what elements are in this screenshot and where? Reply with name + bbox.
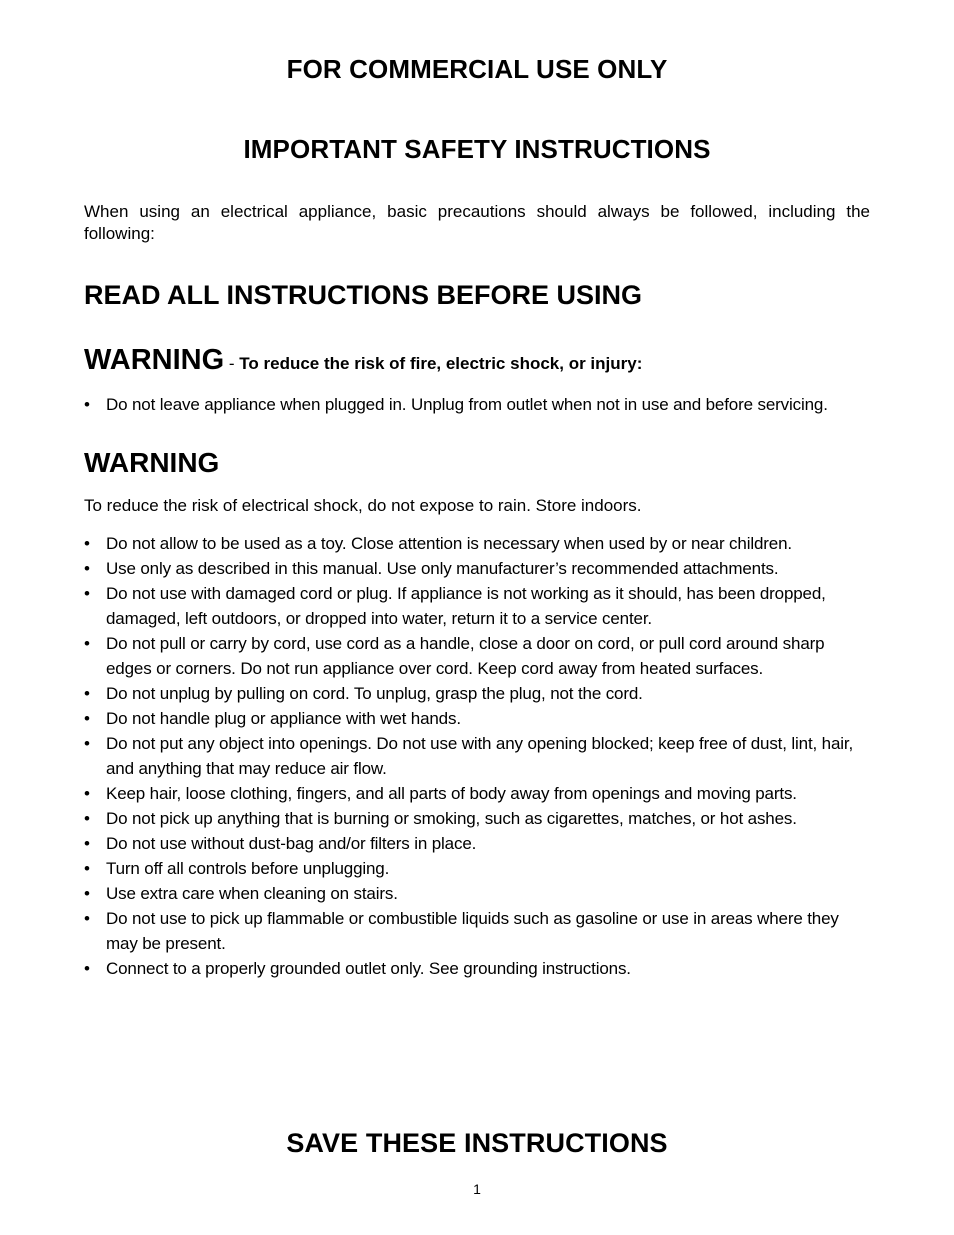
warning2-list [84,531,870,981]
list-item-text: Use only as described in this manual. Use only manufacturer’s recommended attachments. [106,559,779,578]
heading-save-instructions: SAVE THESE INSTRUCTIONS [286,1128,668,1158]
list-item-text: Turn off all controls before unplugging. [106,859,390,878]
list-item [84,631,870,681]
list-item [84,956,870,981]
bullet-icon: • [84,395,90,414]
list-item [84,706,870,731]
list-item-text: Do not allow to be used as a toy. Close attention is necessary when used by or near children. [106,534,792,553]
list-item [84,906,870,956]
bullet-icon: • [84,834,90,853]
heading-warning: WARNING [84,447,220,478]
bullet-icon: • [84,634,90,653]
bullet-icon: • [84,584,90,603]
heading-safety-instructions: IMPORTANT SAFETY INSTRUCTIONS [243,134,711,164]
list-item-text: Do not put any object into openings. Do not use with any opening blocked; keep free of dust, lint, hair, and anything that may reduce air flow. [106,734,854,778]
warning-fire-shock-injury [84,344,870,377]
list-item [84,856,870,881]
list-item [84,881,870,906]
bullet-icon: • [84,859,90,878]
list-item [84,806,870,831]
bullet-icon: • [84,959,90,978]
list-item-text: Do not unplug by pulling on cord. To unplug, grasp the plug, not the cord. [106,684,643,703]
list-item-text: Do not pull or carry by cord, use cord as a handle, close a door on cord, or pull cord around sharp edges or corners. Do not run appliance over cord. Keep cord away from heated surfaces. [106,634,825,678]
list-item [84,681,870,706]
list-item [84,581,870,631]
warning2-paragraph: To reduce the risk of electrical shock, do not expose to rain. Store indoors. [84,496,642,515]
intro-paragraph: When using an electrical appliance, basic precautions should always be followed, including the following: [84,202,870,243]
heading-read-all-instructions: READ ALL INSTRUCTIONS BEFORE USING [84,280,643,310]
warning1-list [84,392,870,417]
bullet-icon: • [84,734,90,753]
list-item-text: Keep hair, loose clothing, fingers, and all parts of body away from openings and moving parts. [106,784,797,803]
list-item-text: Do not handle plug or appliance with wet hands. [106,709,461,728]
bullet-icon: • [84,684,90,703]
list-item [84,531,870,556]
list-item [84,781,870,806]
list-item-text: Do not use without dust-bag and/or filters in place. [106,834,477,853]
bullet-icon: • [84,784,90,803]
bullet-icon: • [84,909,90,928]
list-item [84,556,870,581]
list-item [84,731,870,781]
warning-label: WARNING [84,344,225,376]
list-item-text: Connect to a properly grounded outlet only. See grounding instructions. [106,959,631,978]
bullet-icon: • [84,709,90,728]
heading-commercial-use: FOR COMMERCIAL USE ONLY [286,54,668,84]
bullet-icon: • [84,884,90,903]
list-item [84,831,870,856]
bullet-icon: • [84,809,90,828]
list-item-text: Do not use with damaged cord or plug. If appliance is not working as it should, has been dropped, damaged, left outdoors, or dropped into water, return it to a service center. [106,584,826,628]
list-item-text: Do not use to pick up flammable or combustible liquids such as gasoline or use in areas where they may be present. [106,909,839,953]
bullet-icon: • [84,534,90,553]
page-number: 1 [473,1181,481,1197]
warning-separator: - [224,354,240,373]
bullet-icon: • [84,559,90,578]
list-item-text: Use extra care when cleaning on stairs. [106,884,398,903]
list-item-text: Do not pick up anything that is burning or smoking, such as cigarettes, matches, or hot ashes. [106,809,797,828]
warning-subtitle: To reduce the risk of fire, electric shock, or injury: [239,354,643,373]
list-item [84,392,870,417]
list-item-text: Do not leave appliance when plugged in. Unplug from outlet when not in use and before servicing. [106,395,828,414]
